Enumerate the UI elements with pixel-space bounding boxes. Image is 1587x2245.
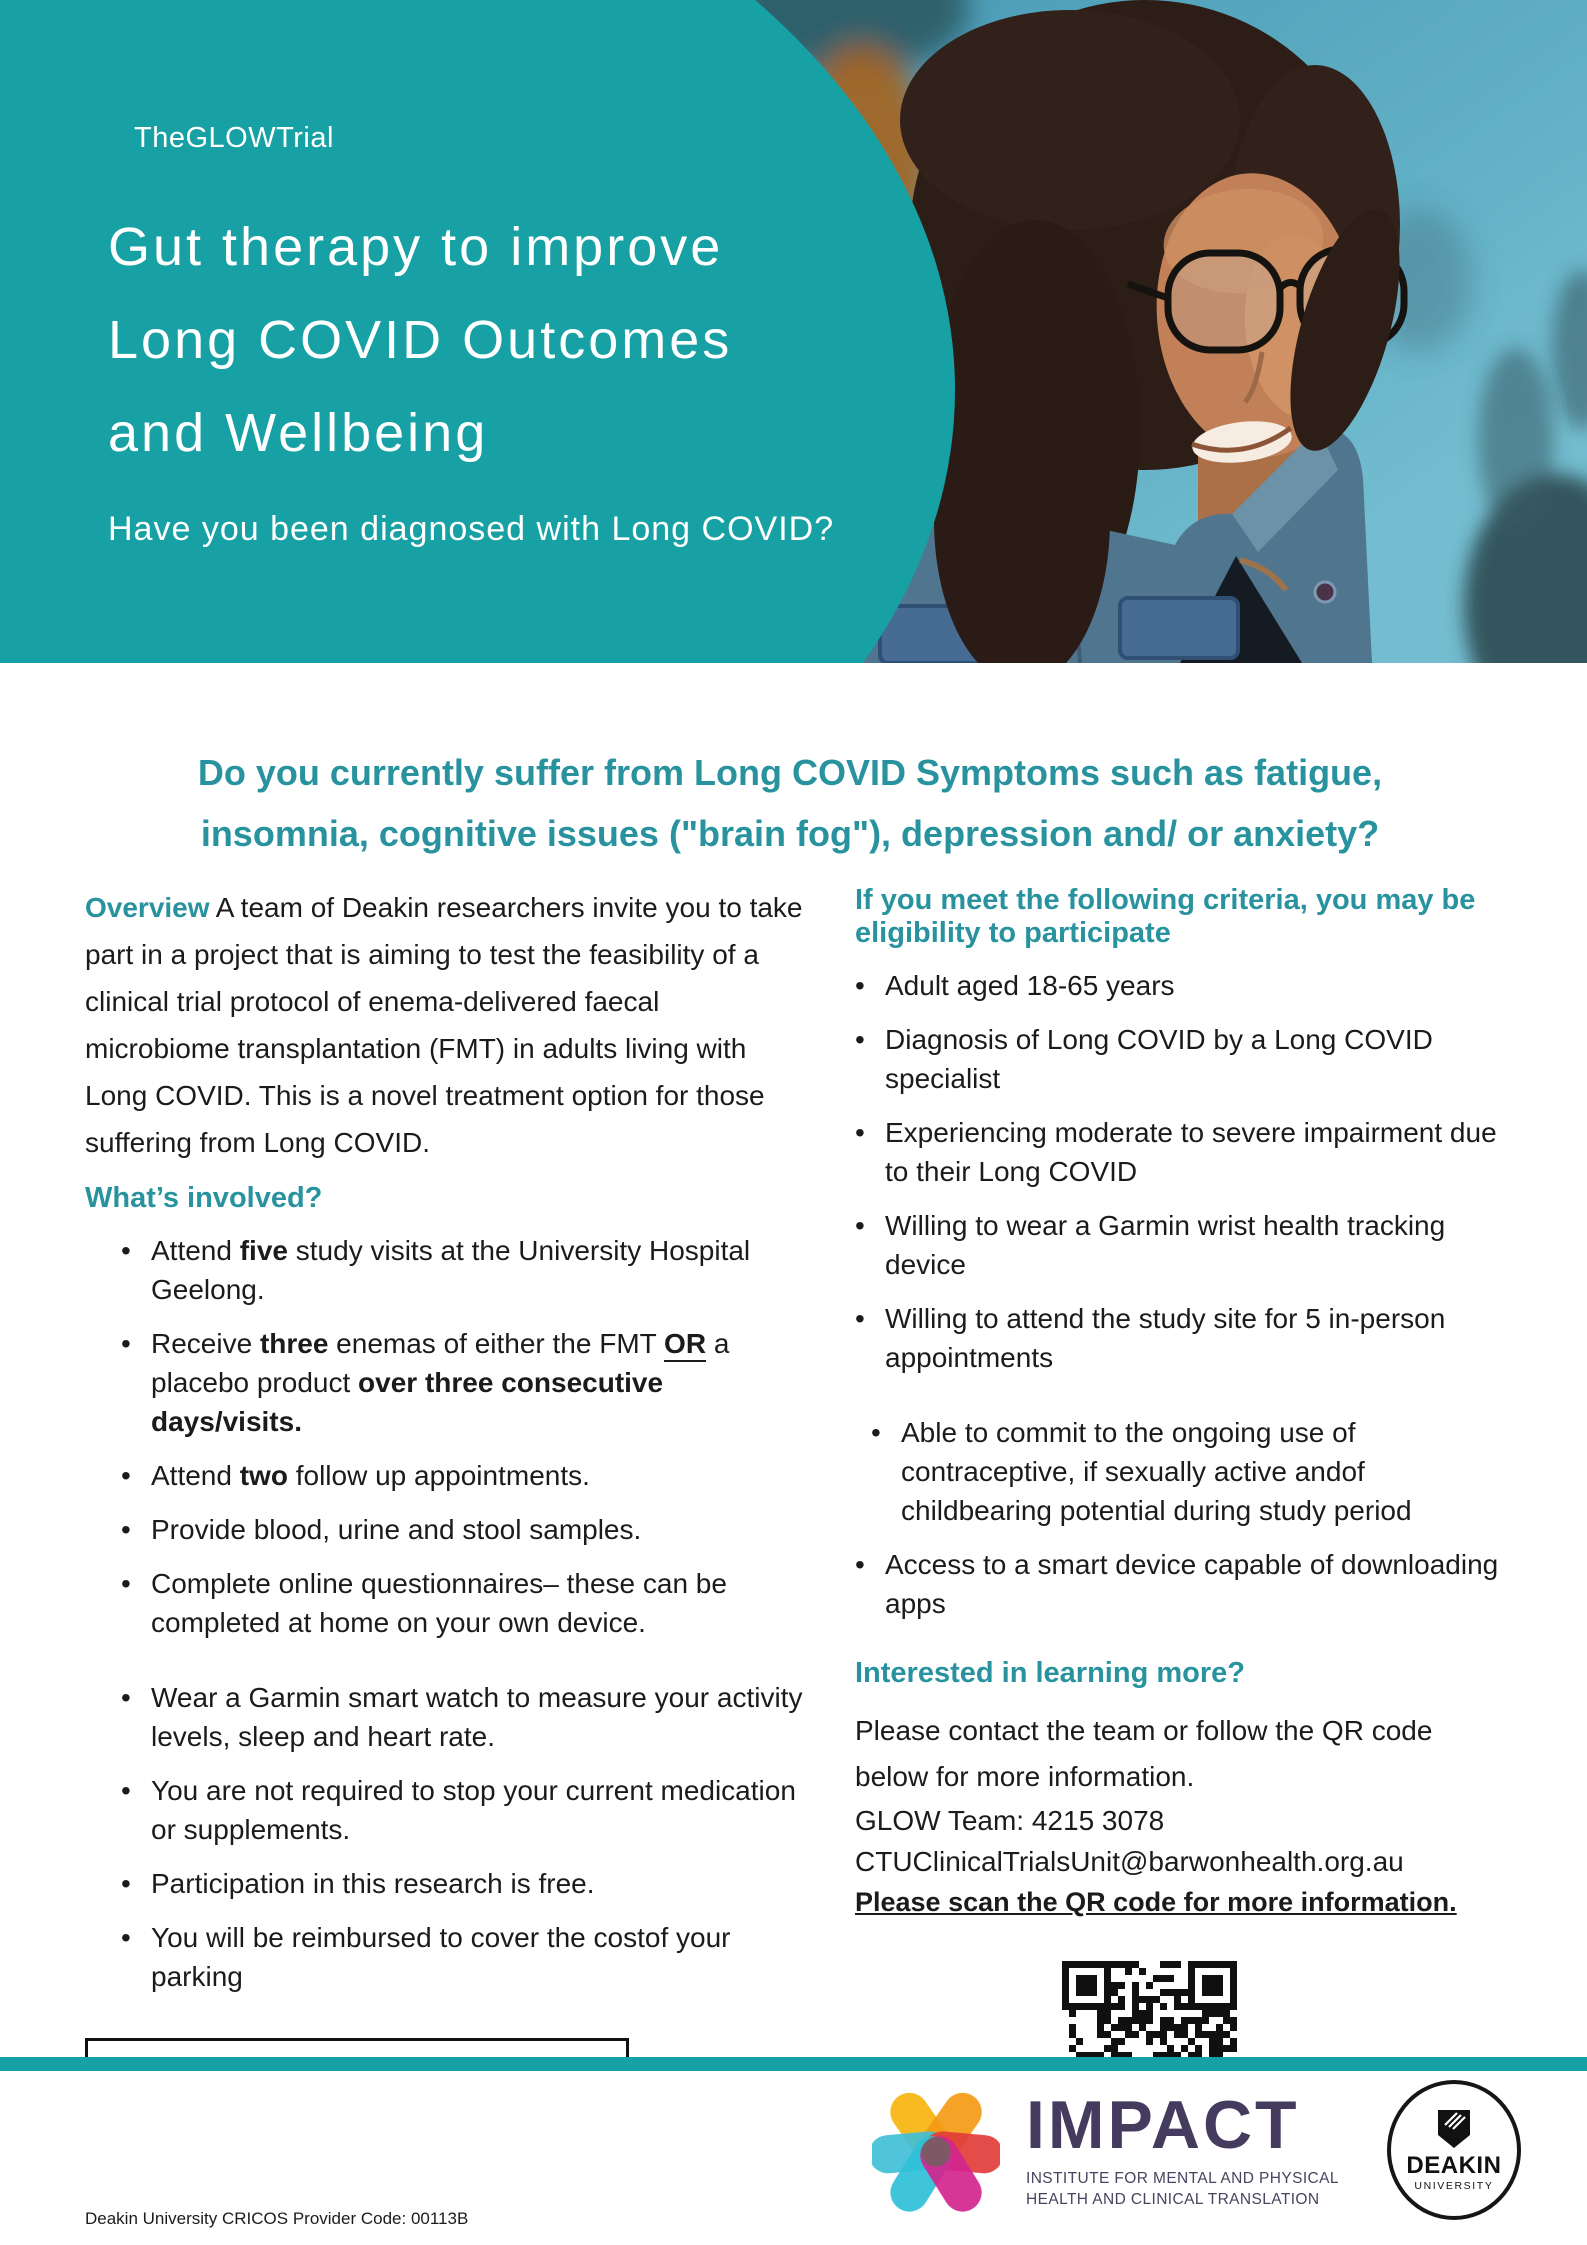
- deakin-university-logo: [1387, 2080, 1521, 2220]
- bullet-dot: •: [121, 1868, 131, 1899]
- bullet-text: You are not required to stop your current medication or supplements.: [151, 1775, 796, 1845]
- bullet-dot: •: [121, 1328, 131, 1359]
- list-item: [121, 1510, 807, 1549]
- bullet-text: Complete online questionnaires– these can be completed at home on your own device.: [151, 1568, 727, 1638]
- bullet-dot: •: [121, 1235, 131, 1266]
- title-line-2: Long COVID Outcomes: [108, 310, 733, 370]
- list-item: [121, 1918, 807, 1996]
- contact-paragraph: Please contact the team or follow the QR code below for more information.: [855, 1715, 1433, 1792]
- left-column: [85, 884, 807, 2163]
- bullet-text: You will be reimbursed to cover the costof your parking: [151, 1922, 731, 1992]
- bullet-text: Diagnosis of Long COVID by a Long COVID specialist: [885, 1024, 1433, 1094]
- list-item: [121, 1864, 807, 1903]
- bullet-dot: •: [855, 1303, 865, 1334]
- list-item: [871, 1413, 1500, 1530]
- eligibility-list: [855, 966, 1500, 1623]
- overview-paragraph: [85, 884, 807, 1166]
- list-item: [121, 1456, 807, 1495]
- impact-wordmark-block: [1026, 2086, 1339, 2210]
- bullet-dot: •: [121, 1514, 131, 1545]
- deakin-name: DEAKIN: [1406, 2151, 1502, 2179]
- bullet-dot: •: [855, 1024, 865, 1055]
- list-item: [855, 966, 1500, 1005]
- content-columns: [85, 884, 1500, 2163]
- eligibility-heading: If you meet the following criteria, you may be eligibility to participate: [855, 884, 1476, 949]
- bullet-text: Access to a smart device capable of downloading apps: [885, 1549, 1499, 1619]
- bullet-dot: •: [121, 1922, 131, 1953]
- bullet-dot: •: [871, 1417, 881, 1448]
- email-address[interactable]: CTUClinicalTrialsUnit@barwonhealth.org.au: [855, 1846, 1404, 1877]
- list-item: [855, 1206, 1500, 1284]
- bullet-text: Wear a Garmin smart watch to measure your activity levels, sleep and heart rate.: [151, 1682, 803, 1752]
- bullet-dot: •: [855, 1210, 865, 1241]
- right-column: [855, 884, 1500, 2163]
- bullet-text: Participation in this research is free.: [151, 1868, 595, 1899]
- footer-divider-bar: [0, 2057, 1587, 2071]
- bullet-text: Willing to wear a Garmin wrist health tracking device: [885, 1210, 1446, 1280]
- bullet-dot: •: [855, 1549, 865, 1580]
- learn-more-heading: Interested in learning more?: [855, 1657, 1245, 1689]
- title-line-3: and Wellbeing: [108, 403, 489, 463]
- impact-flower-logo: [872, 2079, 1000, 2221]
- deakin-sub: UNIVERSITY: [1414, 2179, 1494, 2192]
- impact-subtitle: [1026, 2168, 1339, 2210]
- bullet-dot: •: [121, 1460, 131, 1491]
- whats-involved-heading: What’s involved?: [85, 1182, 323, 1214]
- bullet-text: Adult aged 18-65 years: [885, 970, 1175, 1001]
- phone-line: GLOW Team: 4215 3078: [855, 1805, 1165, 1836]
- overview-label: Overview: [85, 892, 210, 923]
- bullet-dot: •: [121, 1775, 131, 1806]
- deakin-shield-icon: [1437, 2109, 1471, 2149]
- title-line-1: Gut therapy to improve: [108, 217, 724, 277]
- question-line-2: insomnia, cognitive issues ("brain fog"), depression and/ or anxiety?: [200, 813, 1380, 854]
- list-item: [121, 1564, 807, 1642]
- whats-involved-list: [85, 1231, 807, 1996]
- bullet-text: Experiencing moderate to severe impairment due to their Long COVID: [885, 1117, 1497, 1187]
- bullet-dot: •: [121, 1568, 131, 1599]
- impact-wordmark: IMPACT: [1026, 2086, 1300, 2163]
- list-item: [855, 1299, 1500, 1377]
- list-item: [855, 1020, 1500, 1098]
- trial-brand: TheGLOWTrial: [134, 122, 334, 154]
- impact-subtitle-line-1: INSTITUTE FOR MENTAL AND PHYSICAL: [1026, 2169, 1339, 2187]
- bullet-text: Provide blood, urine and stool samples.: [151, 1514, 642, 1545]
- bullet-text: Able to commit to the ongoing use of contraceptive, if sexually active andof childbearing potential during study period: [901, 1417, 1412, 1526]
- symptoms-question-heading: [40, 742, 1540, 864]
- bullet-text: Attend five study visits at the University Hospital Geelong.: [151, 1235, 751, 1305]
- list-item: [855, 1545, 1500, 1623]
- bullet-dot: •: [121, 1682, 131, 1713]
- header-subtitle: Have you been diagnosed with Long COVID?: [108, 510, 835, 548]
- overview-text: A team of Deakin researchers invite you to take part in a project that is aiming to test the feasibility of a clinical trial protocol of enema-delivered faecal microbiome transplantation (FMT) in adults living with Long COVID. This is a novel treatment option for those suffering from Long COVID.: [85, 892, 803, 1158]
- list-item: [121, 1771, 807, 1849]
- list-item: [121, 1324, 807, 1441]
- header-banner: [0, 0, 1587, 663]
- question-line-1: Do you currently suffer from Long COVID Symptoms such as fatigue,: [197, 752, 1383, 793]
- impact-subtitle-line-2: HEALTH AND CLINICAL TRANSLATION: [1026, 2190, 1320, 2208]
- list-item: [121, 1678, 807, 1756]
- page-title: [108, 201, 834, 480]
- cricos-provider-code: Deakin University CRICOS Provider Code: 00113B: [85, 2209, 469, 2228]
- footer-logos: [872, 2079, 1521, 2221]
- list-item: [121, 1231, 807, 1309]
- bullet-dot: •: [855, 1117, 865, 1148]
- bullet-text: Receive three enemas of either the FMT OR a placebo product over three consecutive days/visits.: [151, 1328, 730, 1437]
- bullet-text: Willing to attend the study site for 5 in-person appointments: [885, 1303, 1446, 1373]
- bullet-text: Attend two follow up appointments.: [151, 1460, 590, 1491]
- list-item: [855, 1113, 1500, 1191]
- bullet-dot: •: [855, 970, 865, 1001]
- header-text-block: [108, 122, 834, 549]
- qr-instruction: Please scan the QR code for more information.: [855, 1887, 1457, 1917]
